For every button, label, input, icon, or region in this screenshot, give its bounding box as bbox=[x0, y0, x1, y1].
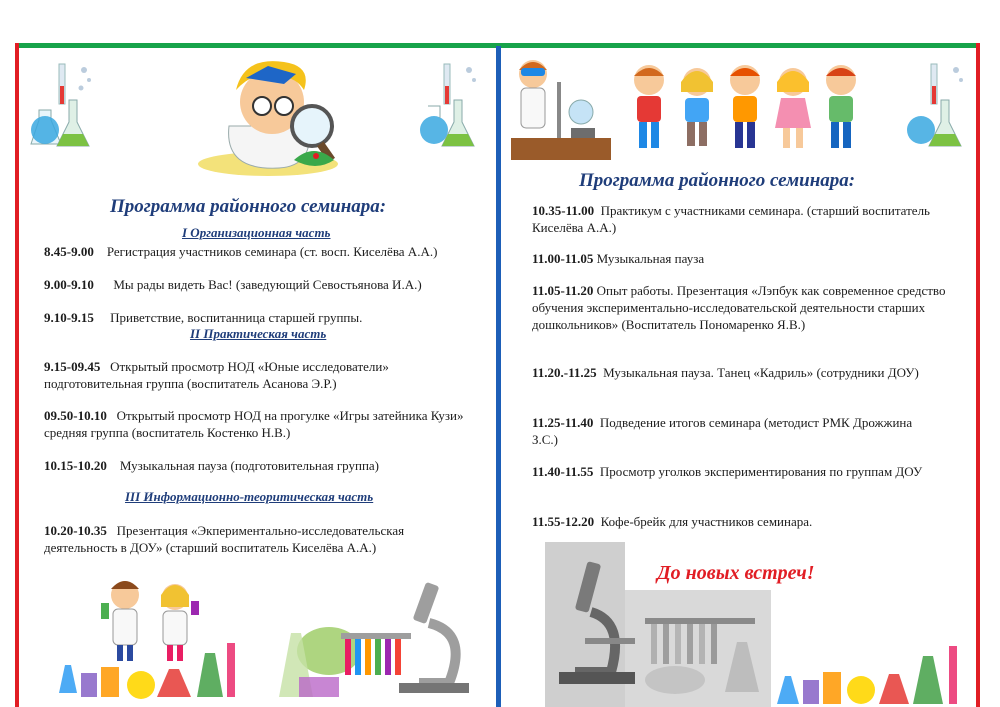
entry-time: 11.00-11.05 bbox=[532, 251, 594, 266]
entry-time: 9.15-09.45 bbox=[44, 359, 101, 374]
entry-time: 10.15-10.20 bbox=[44, 458, 107, 473]
left-program-title: Программа районного семинара: bbox=[110, 196, 387, 217]
schedule-entry bbox=[532, 364, 942, 381]
entry-text: Музыкальная пауза. Танец «Кадриль» (сотрудники ДОУ) bbox=[603, 365, 919, 380]
entry-time: 11.40-11.55 bbox=[532, 464, 594, 479]
entry-text: Презентация «Экпериментально-исследовательская деятельность в ДОУ» (старший воспитатель Киселёва А.А.) bbox=[44, 523, 405, 555]
children-row-illustration bbox=[623, 58, 871, 158]
right-panel bbox=[501, 48, 976, 707]
entry-time: 10.35-11.00 bbox=[532, 203, 595, 218]
entry-text: Опыт работы. Презентация «Лэпбук как современное средство обучения экспериментально-исследовательской деятельности старших дошкольников» (Воспитатель Пономаренко Я.В.) bbox=[532, 283, 946, 332]
entry-text: Кофе-брейк для участников семинара. bbox=[600, 514, 813, 529]
entry-time: 10.20-10.35 bbox=[44, 523, 107, 538]
entry-time: 9.10-9.15 bbox=[44, 310, 94, 325]
schedule-entry bbox=[532, 250, 952, 267]
boy-magnifier-illustration bbox=[184, 56, 354, 178]
section-practical: II Практическая часть bbox=[190, 326, 327, 341]
schedule-entry bbox=[44, 243, 489, 260]
schedule-entry bbox=[44, 276, 489, 293]
kids-scientists-illustration bbox=[29, 573, 489, 707]
flasks-illustration bbox=[414, 60, 484, 152]
left-panel bbox=[19, 48, 496, 707]
entry-text: Музыкальная пауза bbox=[596, 251, 705, 266]
entry-text: Приветствие, воспитанница старшей группы. bbox=[110, 310, 363, 325]
entry-text: Мы рады видеть Вас! (заведующий Севостьянова И.А.) bbox=[113, 277, 422, 292]
entry-text: Подведение итогов семинара (методист РМК Дрожжина З.С.) bbox=[532, 415, 913, 447]
section-informational: III Информационно-теоритическая часть bbox=[125, 489, 374, 504]
entry-text: Открытый просмотр НОД «Юные исследователи» подготовительная группа (воспитатель Асанова Э.Р.) bbox=[44, 359, 389, 391]
schedule-entry bbox=[532, 414, 932, 448]
entry-text: Открытый просмотр НОД на прогулке «Игры затейника Кузи» средняя группа (воспитатель Костенко Н.В.) bbox=[44, 408, 464, 440]
entry-time: 11.55-12.20 bbox=[532, 514, 595, 529]
flasks-illustration bbox=[29, 60, 99, 152]
schedule-entry bbox=[532, 463, 947, 480]
entry-time: 09.50-10.10 bbox=[44, 408, 107, 423]
schedule-entry bbox=[532, 513, 952, 530]
entry-text: Музыкальная пауза (подготовительная группа) bbox=[119, 458, 380, 473]
schedule-entry bbox=[532, 282, 952, 333]
entry-time: 9.00-9.10 bbox=[44, 277, 94, 292]
glassware-illustration bbox=[771, 626, 971, 707]
farewell-text: До новых встреч! bbox=[657, 562, 815, 584]
entry-time: 11.05-11.20 bbox=[532, 283, 594, 298]
right-program-title: Программа районного семинара: bbox=[579, 170, 856, 191]
section-organizational: I Организационная часть bbox=[182, 225, 331, 240]
entry-text: Просмотр уголков экспериментирования по группам ДОУ bbox=[599, 464, 923, 479]
schedule-entry bbox=[44, 522, 464, 556]
frame-right-line bbox=[976, 43, 980, 707]
flasks-illustration bbox=[901, 60, 971, 152]
entry-text: Практикум с участниками семинара. (старший воспитатель Киселёва А.А.) bbox=[532, 203, 930, 235]
schedule-entry bbox=[44, 457, 489, 474]
entry-text: Регистрация участников семинара (ст. восп. Киселёва А.А.) bbox=[106, 244, 438, 259]
entry-time: 8.45-9.00 bbox=[44, 244, 94, 259]
entry-time: 11.20.-11.25 bbox=[532, 365, 597, 380]
schedule-entry bbox=[44, 309, 489, 326]
entry-time: 11.25-11.40 bbox=[532, 415, 594, 430]
scientist-lab-illustration bbox=[511, 52, 611, 160]
schedule-entry bbox=[44, 407, 472, 441]
schedule-entry bbox=[532, 202, 942, 236]
schedule-entry bbox=[44, 358, 464, 392]
